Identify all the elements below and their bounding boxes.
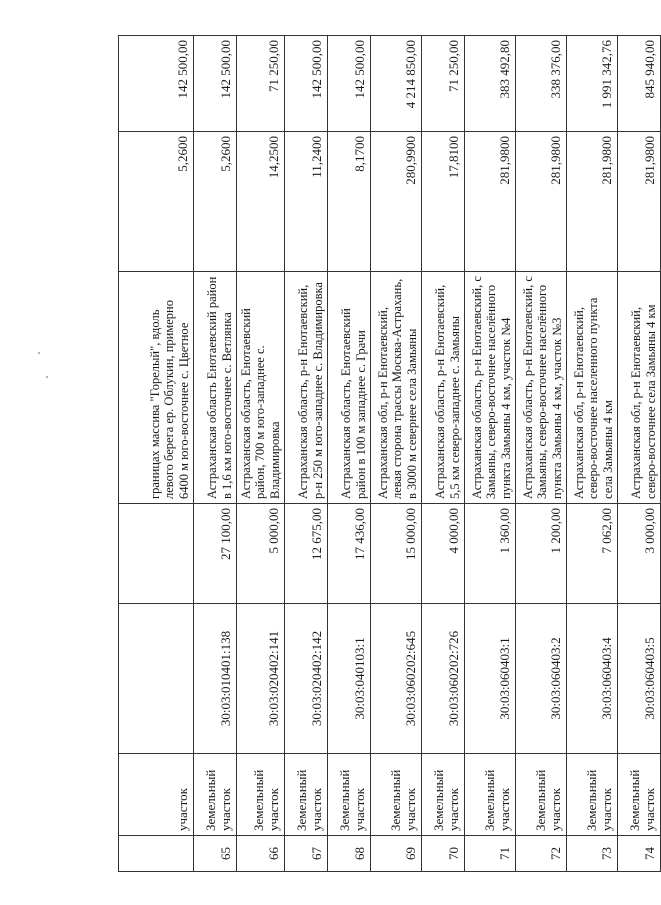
plot-price: 142 500,00 xyxy=(119,36,194,132)
plot-area: 27 100,00 xyxy=(194,504,237,604)
plot-price: 142 500,00 xyxy=(194,36,237,132)
scan-speck xyxy=(38,352,40,354)
plot-address: Астраханская область, р-н Енотаевский, р-н 250 м юго-западнее с. Владимировка xyxy=(285,272,328,504)
plot-area xyxy=(119,504,194,604)
table-row xyxy=(618,36,661,872)
plot-area: 17 436,00 xyxy=(328,504,371,604)
object-type: Земельный участок xyxy=(618,754,661,836)
plot-hectare: 5,2600 xyxy=(194,132,237,272)
object-type: Земельный участок xyxy=(371,754,422,836)
row-number: 74 xyxy=(618,836,661,872)
plot-price: 71 250,00 xyxy=(422,36,465,132)
table-row xyxy=(465,36,516,872)
cadastral-number: 30:03:020402:142 xyxy=(285,604,328,754)
cadastral-number: 30:03:060403:2 xyxy=(516,604,567,754)
row-number: 69 xyxy=(371,836,422,872)
table-row xyxy=(285,36,328,872)
table-row xyxy=(237,36,285,872)
plot-price: 142 500,00 xyxy=(328,36,371,132)
plot-area: 1 360,00 xyxy=(465,504,516,604)
plot-price: 338 376,00 xyxy=(516,36,567,132)
plot-area: 4 000,00 xyxy=(422,504,465,604)
plot-price: 845 940,00 xyxy=(618,36,661,132)
plot-area: 15 000,00 xyxy=(371,504,422,604)
row-number: 66 xyxy=(237,836,285,872)
plot-area: 12 675,00 xyxy=(285,504,328,604)
cadastral-number xyxy=(119,604,194,754)
row-number: 71 xyxy=(465,836,516,872)
plot-hectare: 8,1700 xyxy=(328,132,371,272)
table-row xyxy=(516,36,567,872)
scan-speck xyxy=(46,376,48,378)
plot-hectare: 281,9800 xyxy=(618,132,661,272)
plot-price: 383 492,80 xyxy=(465,36,516,132)
plot-area: 3 000,00 xyxy=(618,504,661,604)
table-row xyxy=(422,36,465,872)
row-number: 65 xyxy=(194,836,237,872)
plot-price: 71 250,00 xyxy=(237,36,285,132)
object-type: участок xyxy=(119,754,194,836)
plot-address: Астраханская область, р-н Енотаевский, с Замьяны, северо-восточнее населённого пункта Замьяны 4 км, участок №4 xyxy=(465,272,516,504)
cadastral-number: 30:03:020402:141 xyxy=(237,604,285,754)
plot-hectare: 17,8100 xyxy=(422,132,465,272)
plot-address: Астраханская область, р-н Енотаевский, с Замьяны, северо-восточнее населённого пункта Замьяны 4 км, участок №3 xyxy=(516,272,567,504)
cadastral-number: 30:03:060403:4 xyxy=(567,604,618,754)
plot-hectare: 281,9800 xyxy=(465,132,516,272)
plot-address: Астраханская обл, р-н Енотаевский, левая сторона трассы Москва-Астрахань, в 3000 м севернее села Замьяны xyxy=(371,272,422,504)
plot-area: 7 062,00 xyxy=(567,504,618,604)
plot-address: Астраханская обл, р-н Енотаевский, северо-восточнее села Замьяны 4 км xyxy=(618,272,661,504)
row-number: 72 xyxy=(516,836,567,872)
plot-price: 1 991 342,76 xyxy=(567,36,618,132)
plot-address: Астраханская область, Енотаевский район в 100 м западнее с. Грачи xyxy=(328,272,371,504)
plot-hectare: 281,9800 xyxy=(516,132,567,272)
row-number xyxy=(119,836,194,872)
plot-hectare: 280,9900 xyxy=(371,132,422,272)
cadastral-number: 30:03:040103:1 xyxy=(328,604,371,754)
plot-address: границах массива "Горелый", вдоль левого берега ер. Облукин, примерно 6400 м юго-восточнее с. Цветное xyxy=(119,272,194,504)
plot-area: 1 200,00 xyxy=(516,504,567,604)
cadastral-number: 30:03:060202:726 xyxy=(422,604,465,754)
row-number: 70 xyxy=(422,836,465,872)
plot-address: Астраханская область, р-н Енотаевский, 5,5 км северо-западнее с. Замьяны xyxy=(422,272,465,504)
cadastral-number: 30:03:010401:138 xyxy=(194,604,237,754)
plot-area: 5 000,00 xyxy=(237,504,285,604)
object-type: Земельный участок xyxy=(237,754,285,836)
table-row xyxy=(328,36,371,872)
table-row xyxy=(194,36,237,872)
object-type: Земельный участок xyxy=(328,754,371,836)
plot-hectare: 14,2500 xyxy=(237,132,285,272)
rotated-table-page xyxy=(118,36,658,872)
table-row xyxy=(567,36,618,872)
object-type: Земельный участок xyxy=(194,754,237,836)
plot-address: Астраханская область, Енотаевский район, 700 м юго-западнее с. Владимировка xyxy=(237,272,285,504)
object-type: Земельный участок xyxy=(465,754,516,836)
land-plots-table xyxy=(118,35,661,872)
object-type: Земельный участок xyxy=(285,754,328,836)
object-type: Земельный участок xyxy=(516,754,567,836)
row-number: 68 xyxy=(328,836,371,872)
plot-hectare: 281,9800 xyxy=(567,132,618,272)
plot-hectare: 5,2600 xyxy=(119,132,194,272)
object-type: Земельный участок xyxy=(567,754,618,836)
cadastral-number: 30:03:060403:1 xyxy=(465,604,516,754)
table-row xyxy=(119,36,194,872)
row-number: 73 xyxy=(567,836,618,872)
table-row xyxy=(371,36,422,872)
plot-address: Астраханская область Енотаевский район в 1,6 км юго-восточнее с. Ветлянка xyxy=(194,272,237,504)
plot-hectare: 11,2400 xyxy=(285,132,328,272)
object-type: Земельный участок xyxy=(422,754,465,836)
plot-price: 142 500,00 xyxy=(285,36,328,132)
cadastral-number: 30:03:060202:645 xyxy=(371,604,422,754)
plot-address: Астраханская обл, р-н Енотаевский, северо-восточнее населенного пункта села Замьяны 4 км xyxy=(567,272,618,504)
row-number: 67 xyxy=(285,836,328,872)
cadastral-number: 30:03:060403:5 xyxy=(618,604,661,754)
plot-price: 4 214 850,00 xyxy=(371,36,422,132)
